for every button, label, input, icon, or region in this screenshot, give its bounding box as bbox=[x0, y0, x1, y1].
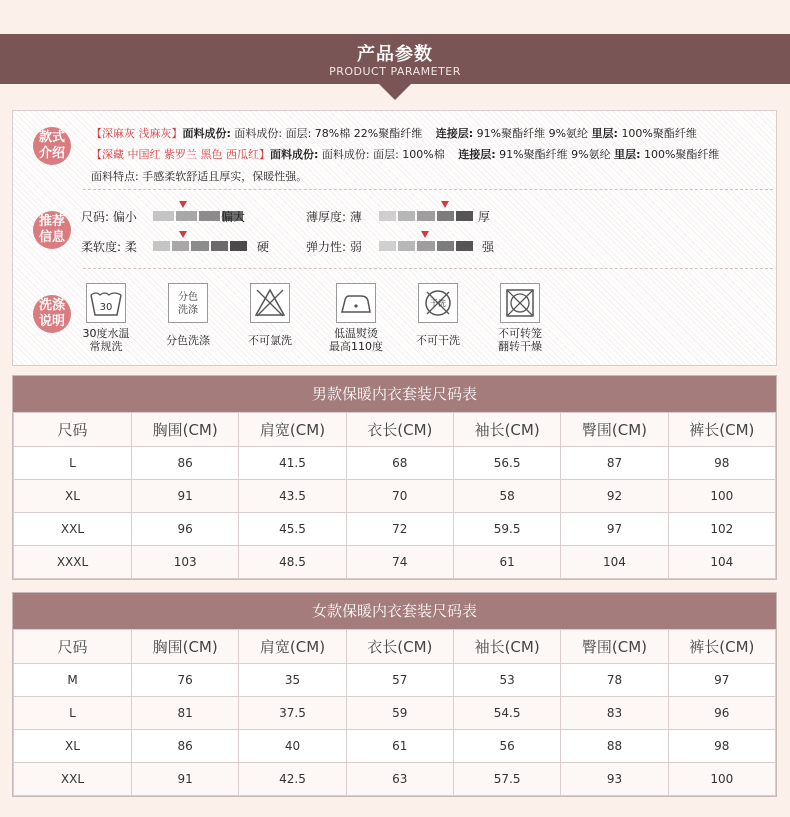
style-badge: 款式 介绍 bbox=[33, 127, 71, 165]
table-cell: XXL bbox=[14, 763, 132, 796]
table-cell: M bbox=[14, 664, 132, 697]
fabric-feature: 面料特点: 手感柔软舒适且厚实，保暖性强。 bbox=[91, 170, 308, 183]
size-label: 尺码: 偏小 bbox=[81, 210, 137, 224]
fabric-1: 面料成份: 面层: 78%棉 22%聚酯纤维 bbox=[234, 127, 423, 140]
table-cell: XL bbox=[14, 730, 132, 763]
thickness-marker bbox=[441, 201, 449, 208]
table-row bbox=[14, 447, 776, 480]
table-cell: XL bbox=[14, 480, 132, 513]
inner-label-1: 里层: bbox=[591, 127, 618, 140]
table-cell: 100 bbox=[668, 763, 775, 796]
table-cell: 104 bbox=[668, 546, 775, 579]
column-header: 臀围(CM) bbox=[561, 630, 668, 664]
style-line-1 bbox=[91, 125, 697, 141]
svg-text:干洗: 干洗 bbox=[430, 299, 446, 308]
table-cell: 91 bbox=[132, 480, 239, 513]
table-cell: 97 bbox=[561, 513, 668, 546]
table-cell: 54.5 bbox=[453, 697, 560, 730]
column-header: 衣长(CM) bbox=[346, 413, 453, 447]
column-header: 胸围(CM) bbox=[132, 413, 239, 447]
table-cell: 68 bbox=[346, 447, 453, 480]
wash-badge: 洗涤 说明 bbox=[33, 295, 71, 333]
softness-marker bbox=[179, 231, 187, 238]
colors-2: 【深藏 中国红 紫罗兰 黑色 西瓜红】 bbox=[91, 148, 270, 161]
table-cell: L bbox=[14, 697, 132, 730]
table-cell: 88 bbox=[561, 730, 668, 763]
table-cell: 56 bbox=[453, 730, 560, 763]
table-cell: 92 bbox=[561, 480, 668, 513]
table-cell: XXL bbox=[14, 513, 132, 546]
column-header: 裤长(CM) bbox=[668, 413, 775, 447]
table-cell: 63 bbox=[346, 763, 453, 796]
table-cell: 37.5 bbox=[239, 697, 346, 730]
wash-label-3: 不可氯洗 bbox=[248, 334, 292, 347]
table-cell: 86 bbox=[132, 447, 239, 480]
column-header: 衣长(CM) bbox=[346, 630, 453, 664]
table-cell: 48.5 bbox=[239, 546, 346, 579]
size-marker bbox=[179, 201, 187, 208]
divider bbox=[83, 268, 773, 269]
table-row bbox=[14, 664, 776, 697]
table-cell: 83 bbox=[561, 697, 668, 730]
table-cell: 43.5 bbox=[239, 480, 346, 513]
table-header-row bbox=[14, 630, 776, 664]
size-right: 偏大 bbox=[221, 210, 246, 224]
table-cell: 56.5 bbox=[453, 447, 560, 480]
table-cell: 104 bbox=[561, 546, 668, 579]
table-cell: 86 bbox=[132, 730, 239, 763]
thickness-right: 厚 bbox=[478, 210, 491, 224]
page-title: 产品参数 bbox=[357, 44, 433, 65]
table-cell: 70 bbox=[346, 480, 453, 513]
wash-label-4: 低温熨烫 最高110度 bbox=[329, 327, 383, 353]
elasticity-marker bbox=[421, 231, 429, 238]
table-cell: 42.5 bbox=[239, 763, 346, 796]
softness-scale bbox=[153, 241, 247, 251]
parameter-panel bbox=[12, 110, 777, 366]
inner-1: 100%聚酯纤维 bbox=[621, 127, 697, 140]
no-bleach-icon bbox=[250, 283, 290, 323]
fabric-label-2: 面料成份: bbox=[270, 148, 319, 161]
column-header: 肩宽(CM) bbox=[239, 413, 346, 447]
elasticity-right: 强 bbox=[482, 240, 495, 254]
table-cell: 96 bbox=[132, 513, 239, 546]
table-cell: 57.5 bbox=[453, 763, 560, 796]
connect-label-1: 连接层: bbox=[435, 127, 474, 140]
wash-label-6: 不可转笼 翻转干燥 bbox=[498, 327, 542, 353]
column-header: 尺码 bbox=[14, 630, 132, 664]
wash-30-icon bbox=[86, 283, 126, 323]
column-header: 尺码 bbox=[14, 413, 132, 447]
inner-2: 100%聚酯纤维 bbox=[643, 148, 720, 161]
wash-label-2: 分色洗涤 bbox=[166, 334, 210, 347]
table-cell: 57 bbox=[346, 664, 453, 697]
table-cell: 58 bbox=[453, 480, 560, 513]
table-cell: 102 bbox=[668, 513, 775, 546]
no-tumble-dry-icon bbox=[500, 283, 540, 323]
table-row bbox=[14, 546, 776, 579]
table-cell: 61 bbox=[453, 546, 560, 579]
table-row bbox=[14, 697, 776, 730]
softness-right: 硬 bbox=[257, 240, 270, 254]
svg-text:洗涤: 洗涤 bbox=[178, 305, 198, 316]
table-cell: 45.5 bbox=[239, 513, 346, 546]
inner-label-2: 里层: bbox=[614, 148, 641, 161]
column-header: 胸围(CM) bbox=[132, 630, 239, 664]
table-cell: 53 bbox=[453, 664, 560, 697]
table-cell: 61 bbox=[346, 730, 453, 763]
table-row bbox=[14, 763, 776, 796]
table-cell: 72 bbox=[346, 513, 453, 546]
softness-label: 柔软度: 柔 bbox=[81, 240, 137, 254]
table-cell: 91 bbox=[132, 763, 239, 796]
colors-1: 【深麻灰 浅麻灰】 bbox=[91, 127, 183, 140]
men-size-table bbox=[12, 375, 777, 580]
table-cell: L bbox=[14, 447, 132, 480]
header-ribbon-tip bbox=[379, 84, 411, 100]
table-cell: 100 bbox=[668, 480, 775, 513]
elasticity-label: 弹力性: 弱 bbox=[306, 240, 362, 254]
column-header: 袖长(CM) bbox=[453, 413, 560, 447]
separate-wash-icon bbox=[168, 283, 208, 323]
style-line-2 bbox=[91, 146, 719, 162]
women-table-title: 女款保暖内衣套装尺码表 bbox=[13, 593, 776, 629]
low-iron-icon bbox=[336, 283, 376, 323]
women-size-table bbox=[12, 592, 777, 797]
column-header: 袖长(CM) bbox=[453, 630, 560, 664]
table-cell: 76 bbox=[132, 664, 239, 697]
table-cell: 81 bbox=[132, 697, 239, 730]
table-cell: 35 bbox=[239, 664, 346, 697]
thickness-scale bbox=[379, 211, 473, 221]
table-cell: 78 bbox=[561, 664, 668, 697]
column-header: 臀围(CM) bbox=[561, 413, 668, 447]
connect-1: 91%聚酯纤维 9%氨纶 bbox=[476, 127, 589, 140]
table-cell: 93 bbox=[561, 763, 668, 796]
fabric-2: 面料成份: 面层: 100%棉 bbox=[321, 148, 445, 161]
table-row bbox=[14, 513, 776, 546]
table-row bbox=[14, 480, 776, 513]
no-dryclean-icon bbox=[418, 283, 458, 323]
thickness-label: 薄厚度: 薄 bbox=[306, 210, 362, 224]
table-cell: 96 bbox=[668, 697, 775, 730]
fabric-label-1: 面料成份: bbox=[182, 127, 231, 140]
table-header-row bbox=[14, 413, 776, 447]
men-table-title: 男款保暖内衣套装尺码表 bbox=[13, 376, 776, 412]
connect-label-2: 连接层: bbox=[458, 148, 496, 161]
page-subtitle: PRODUCT PARAMETER bbox=[329, 65, 461, 78]
recommend-badge: 推荐 信息 bbox=[33, 211, 71, 249]
table-cell: 41.5 bbox=[239, 447, 346, 480]
table-cell: 98 bbox=[668, 730, 775, 763]
table-cell: 59 bbox=[346, 697, 453, 730]
svg-text:分色: 分色 bbox=[178, 292, 198, 303]
svg-text:30: 30 bbox=[99, 302, 113, 313]
table-row bbox=[14, 730, 776, 763]
table-cell: 74 bbox=[346, 546, 453, 579]
table-cell: 98 bbox=[668, 447, 775, 480]
divider bbox=[83, 189, 773, 190]
column-header: 裤长(CM) bbox=[668, 630, 775, 664]
table-cell: XXXL bbox=[14, 546, 132, 579]
table-cell: 40 bbox=[239, 730, 346, 763]
elasticity-scale bbox=[379, 241, 473, 251]
table-cell: 103 bbox=[132, 546, 239, 579]
column-header: 肩宽(CM) bbox=[239, 630, 346, 664]
table-cell: 59.5 bbox=[453, 513, 560, 546]
table-cell: 97 bbox=[668, 664, 775, 697]
wash-label-5: 不可干洗 bbox=[416, 334, 460, 347]
connect-2: 91%聚酯纤维 9%氨纶 bbox=[499, 148, 611, 161]
table-cell: 87 bbox=[561, 447, 668, 480]
wash-label-1: 30度水温 常规洗 bbox=[82, 327, 130, 353]
